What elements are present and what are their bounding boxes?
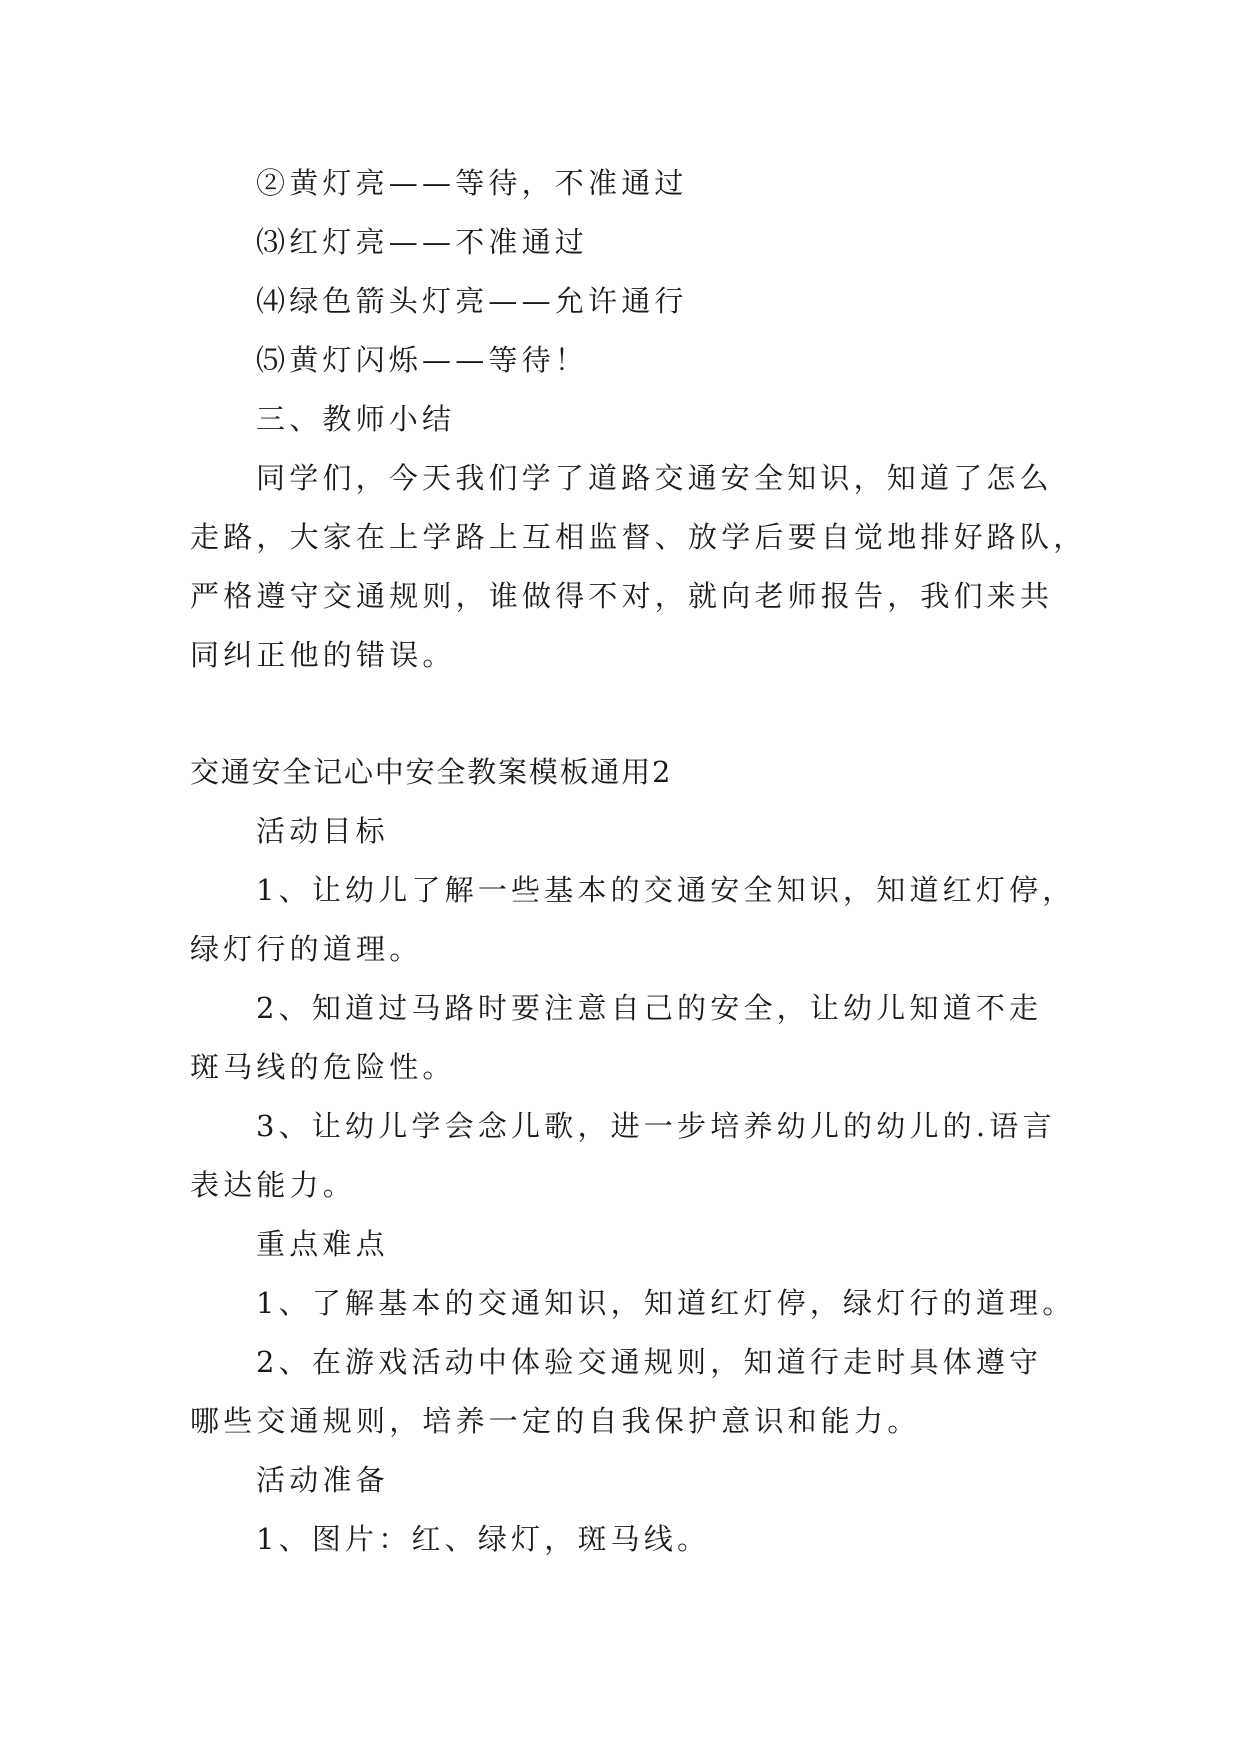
paragraph-line: 绿灯行的道理。 [190,932,423,966]
paragraph-line: 3、让幼儿学会念儿歌，进一步培养幼儿的幼儿的.语言 [256,1109,1056,1143]
paragraph-line: 哪些交通规则，培养一定的自我保护意识和能力。 [190,1404,921,1438]
paragraph-line: 1、了解基本的交通知识，知道红灯停，绿灯行的道理。 [256,1286,1076,1320]
section-heading-teacher-summary: 三、教师小结 [256,402,456,436]
paragraph-line: 2、在游戏活动中体验交通规则，知道行走时具体遵守 [256,1345,1043,1379]
paragraph-line: 走路，大家在上学路上互相监督、放学后要自觉地排好路队， [190,520,1087,554]
list-item-red-light: ⑶红灯亮——不准通过 [256,225,589,259]
paragraph-line: 同学们，今天我们学了道路交通安全知识，知道了怎么 [256,461,1053,495]
document-title: 交通安全记心中安全教案模板通用2 [190,755,673,789]
section-heading-key-points: 重点难点 [256,1227,389,1261]
section-heading-activity-goals: 活动目标 [256,814,389,848]
paragraph-line: 1、图片：红、绿灯，斑马线。 [256,1522,711,1556]
paragraph-line: 表达能力。 [190,1168,357,1202]
paragraph-line: 1、让幼儿了解一些基本的交通安全知识，知道红灯停， [256,873,1076,907]
paragraph-line: 2、知道过马路时要注意自己的安全，让幼儿知道不走 [256,991,1043,1025]
list-item-green-arrow-light: ⑷绿色箭头灯亮——允许通行 [256,284,688,318]
paragraph-line: 斑马线的危险性。 [190,1050,456,1084]
paragraph-line: 同纠正他的错误。 [190,638,456,672]
list-item-yellow-light: ②黄灯亮——等待，不准通过 [256,166,688,200]
section-heading-activity-preparation: 活动准备 [256,1463,389,1497]
list-item-yellow-flashing: ⑸黄灯闪烁——等待！ [256,343,589,377]
paragraph-line: 严格遵守交通规则，谁做得不对，就向老师报告，我们来共 [190,579,1054,613]
